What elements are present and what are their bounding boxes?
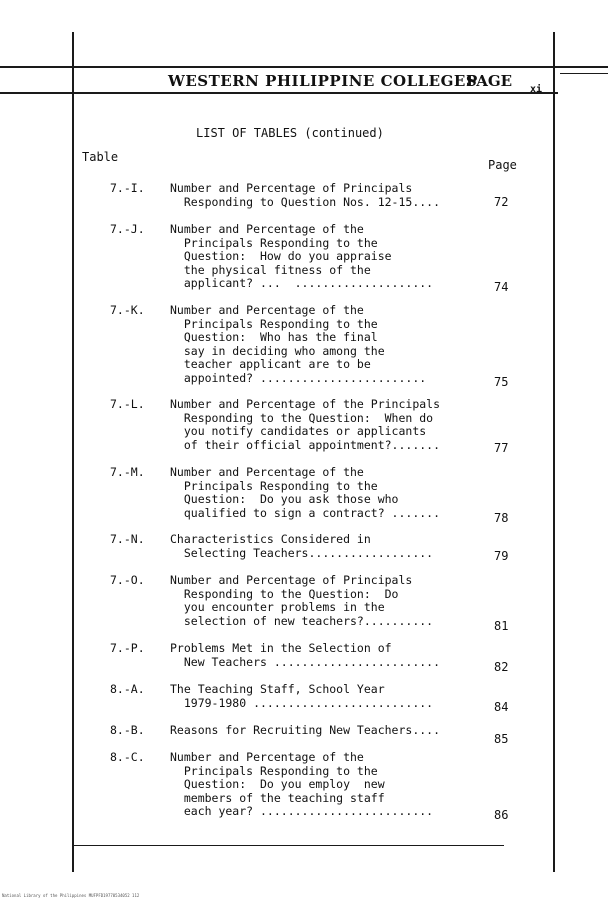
scan-footer: National Library of the Philippines MUFPFD19770534052 112 xyxy=(2,893,140,898)
entry-page: 72 xyxy=(494,195,509,209)
page-label: PAGE xyxy=(466,72,513,90)
header-top-rule xyxy=(0,66,608,68)
column-header-page: Page xyxy=(488,158,517,172)
entry-number: 8.-B. xyxy=(110,723,145,737)
entry-number: 7.-M. xyxy=(110,465,145,479)
entry-page: 86 xyxy=(494,808,509,822)
footer-rule xyxy=(72,845,504,846)
header-bottom-rule xyxy=(0,92,558,94)
entry-page: 81 xyxy=(494,619,509,633)
page-number: xi xyxy=(530,84,543,95)
entry-number: 7.-I. xyxy=(110,181,145,195)
entry-title: Number and Percentage of the Principals Responding to the Question: When do you notify candidates or applicants of their official appointment?....... xyxy=(170,397,441,452)
entry-number: 7.-P. xyxy=(110,641,145,655)
entry-number: 7.-J. xyxy=(110,222,145,236)
page-header xyxy=(0,72,608,95)
entry-title: Number and Percentage of the Principals Responding to the Question: Who has the final say in deciding who among the teacher applicant are to be appointed? ........................ xyxy=(170,303,427,385)
entry-number: 7.-L. xyxy=(110,397,145,411)
entry-title: Number and Percentage of Principals Responding to the Question: Do you encounter problems in the selection of new teachers?.......... xyxy=(170,573,434,628)
entry-title: The Teaching Staff, School Year 1979-1980 .......................... xyxy=(170,682,434,710)
entry-title: Number and Percentage of the Principals Responding to the Question: How do you appraise the physical fitness of the applicant? ... .................... xyxy=(170,222,434,290)
entry-page: 78 xyxy=(494,511,509,525)
right-margin-line xyxy=(553,32,555,872)
list-title: LIST OF TABLES (continued) xyxy=(196,126,384,140)
entry-number: 8.-C. xyxy=(110,750,145,764)
entry-title: Number and Percentage of Principals Responding to Question Nos. 12-15.... xyxy=(170,181,441,209)
entry-page: 84 xyxy=(494,700,509,714)
entry-number: 7.-N. xyxy=(110,532,145,546)
entry-page: 85 xyxy=(494,732,509,746)
entry-title: Problems Met in the Selection of New Teachers ........................ xyxy=(170,641,441,669)
entry-title: Number and Percentage of the Principals Responding to the Question: Do you ask those who qualified to sign a contract? ....... xyxy=(170,465,441,520)
entry-page: 75 xyxy=(494,375,509,389)
college-name: WESTERN PHILIPPINE COLLEGES xyxy=(168,72,478,90)
entry-page: 79 xyxy=(494,549,509,563)
entry-number: 7.-K. xyxy=(110,303,145,317)
entry-title: Reasons for Recruiting New Teachers.... xyxy=(170,723,441,737)
entry-title: Number and Percentage of the Principals Responding to the Question: Do you employ new members of the teaching staff each year? ......................... xyxy=(170,750,434,818)
column-header-table: Table xyxy=(82,150,119,164)
entry-page: 74 xyxy=(494,280,509,294)
left-margin-line xyxy=(72,32,74,872)
entry-number: 7.-O. xyxy=(110,573,145,587)
entry-page: 77 xyxy=(494,441,509,455)
entry-title: Characteristics Considered in Selecting Teachers.................. xyxy=(170,532,434,560)
entry-page: 82 xyxy=(494,660,509,674)
entry-number: 8.-A. xyxy=(110,682,145,696)
